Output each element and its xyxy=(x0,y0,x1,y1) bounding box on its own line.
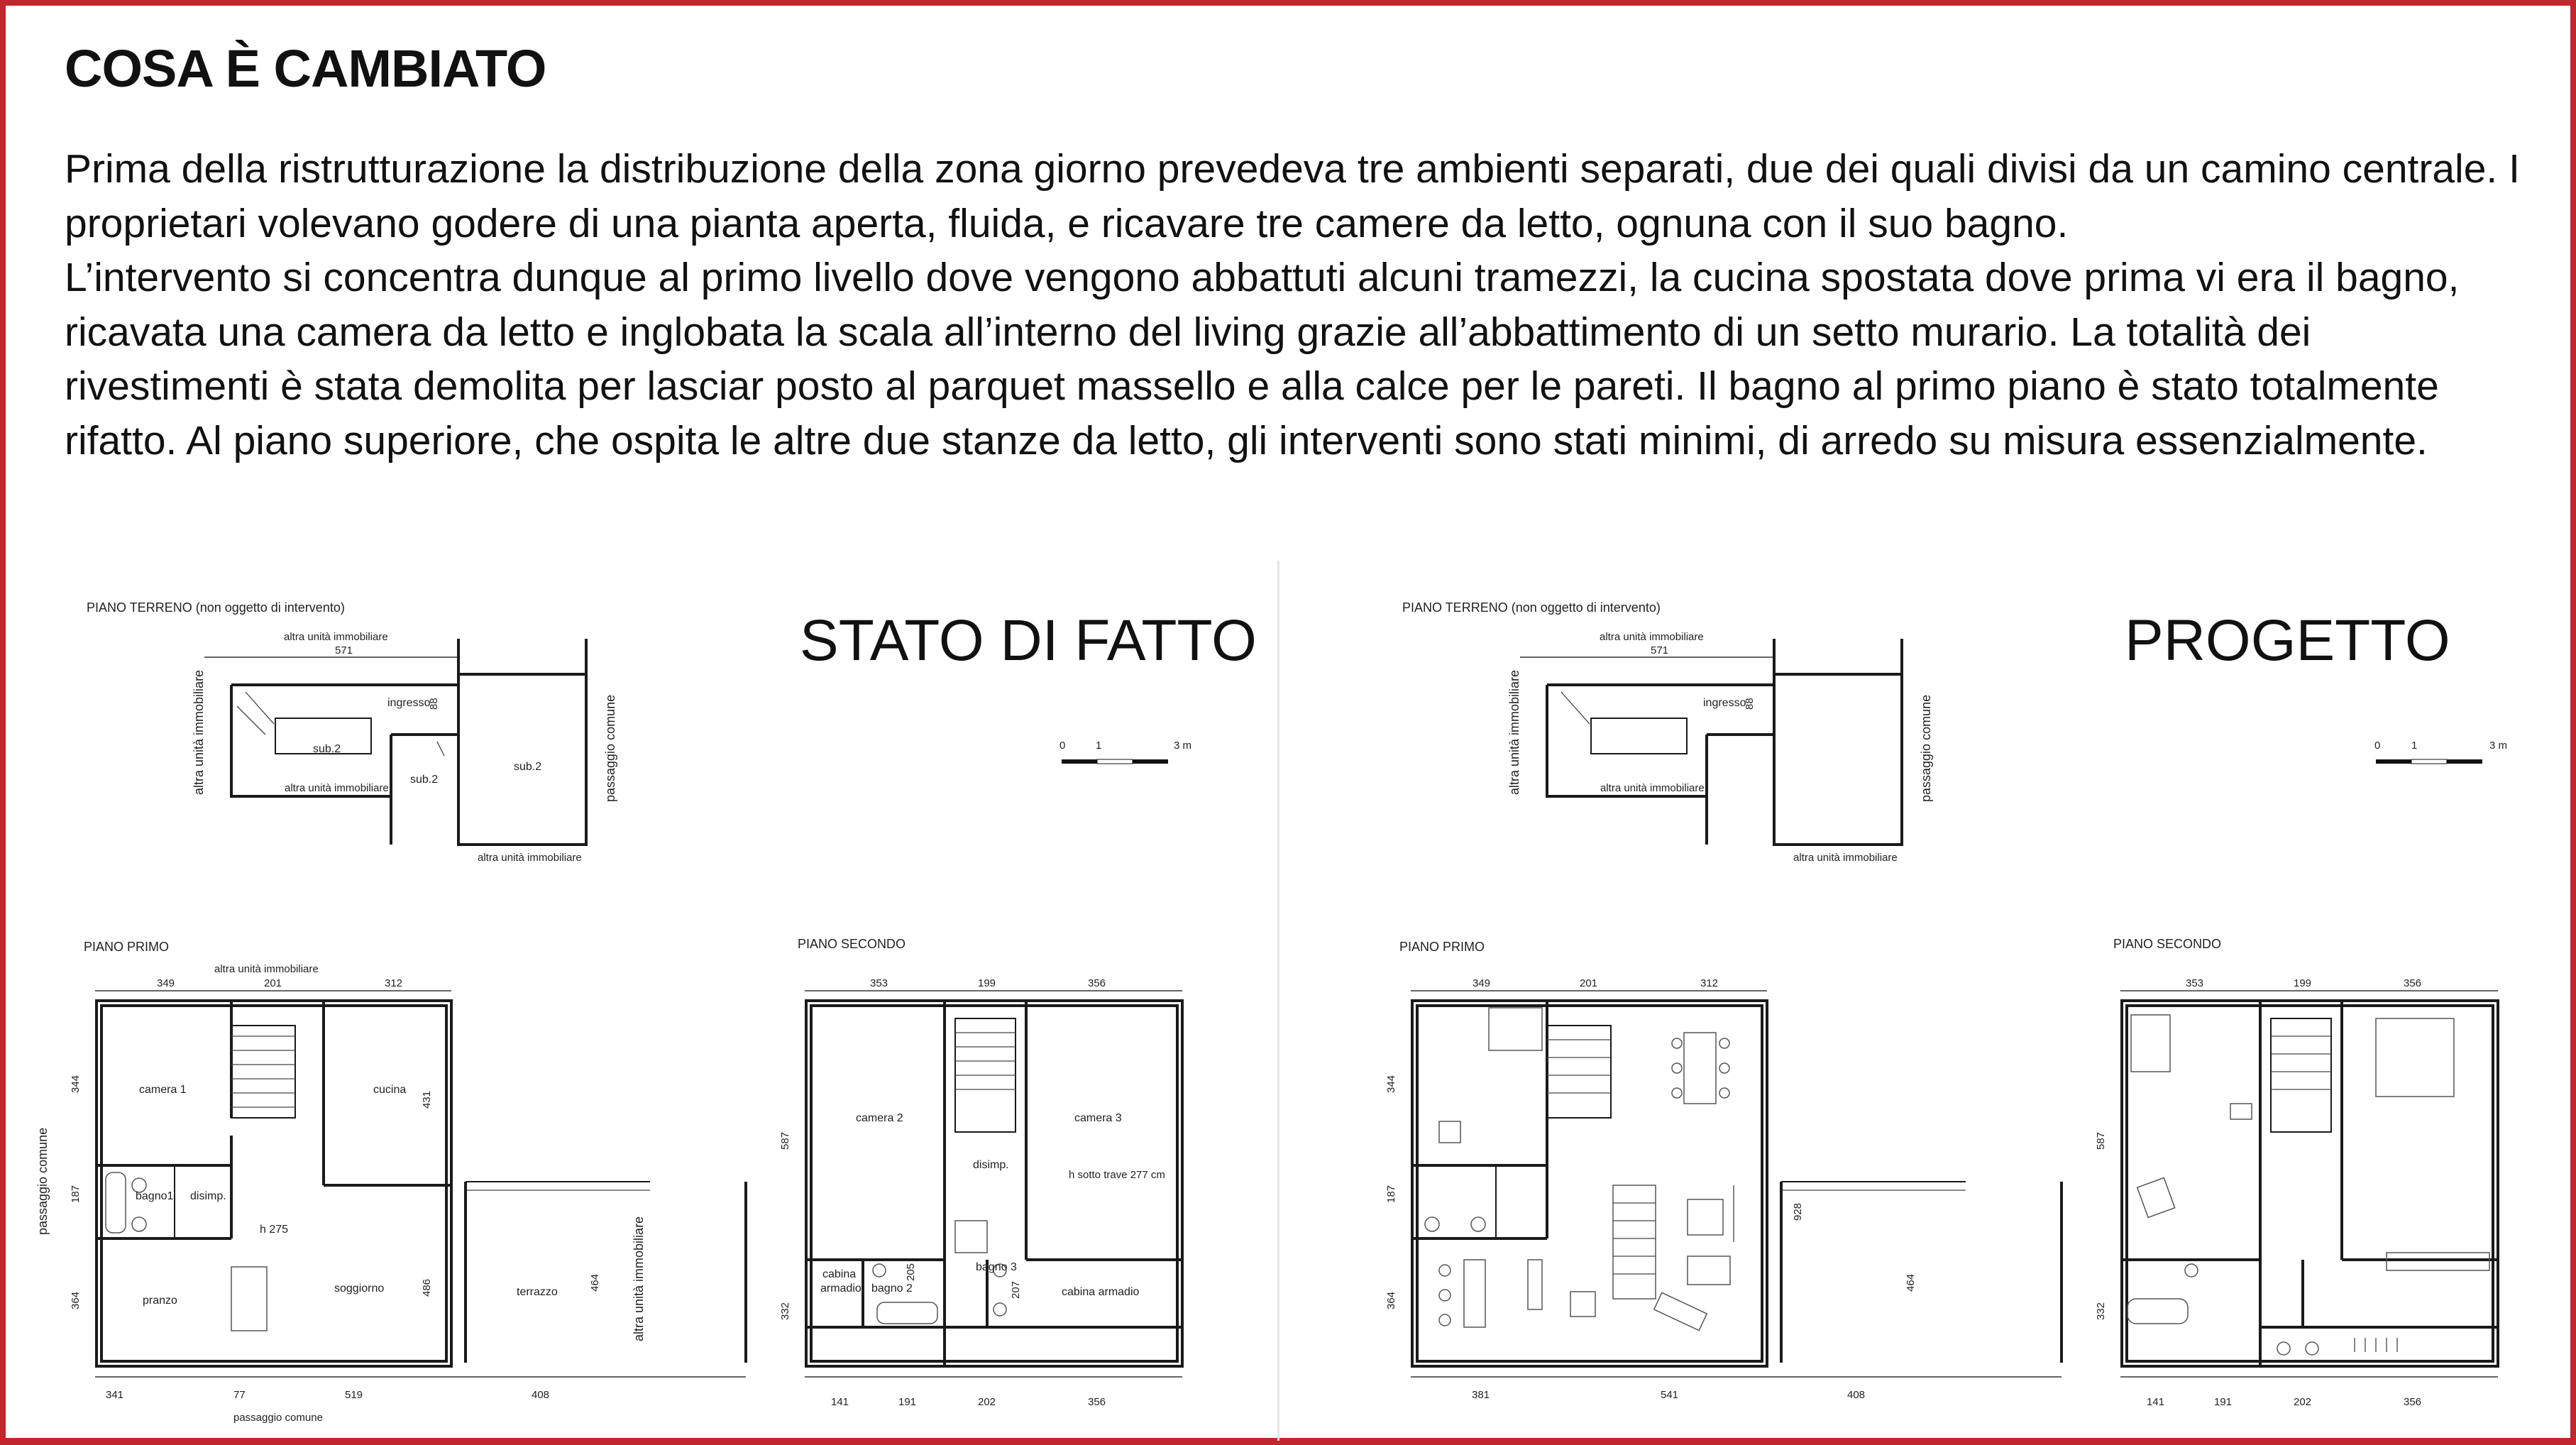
project-left-dim-3: 364 xyxy=(1385,1291,1397,1309)
second-bottom-dim-3: 202 xyxy=(978,1396,996,1408)
first-dim-431: 431 xyxy=(421,1090,433,1109)
project-ground-left-unit: altra unità immobiliare xyxy=(1507,669,1521,795)
panel-divider xyxy=(1277,561,1279,1441)
room-soggiorno: soggiorno xyxy=(334,1282,385,1295)
ground-right-label: passaggio comune xyxy=(603,694,617,802)
room-pranzo: pranzo xyxy=(143,1295,177,1307)
room-cabina-a: cabina xyxy=(822,1268,857,1280)
project-scale-bar xyxy=(2374,740,2507,764)
ground-sub2-b: sub.2 xyxy=(410,774,439,786)
project-drawing xyxy=(1290,561,2553,1438)
scale-bar xyxy=(1059,740,1191,764)
first-dim-486: 486 xyxy=(421,1278,433,1297)
first-left-dim-2: 187 xyxy=(70,1185,82,1203)
existing-state-title: STATO DI FATTO xyxy=(800,608,1257,673)
second-bottom-dim-1: 141 xyxy=(831,1396,849,1408)
project-second-bottom-dim-2: 191 xyxy=(2214,1396,2233,1408)
second-bottom-dim-4: 356 xyxy=(1088,1396,1106,1408)
first-bottom-dim-2: 77 xyxy=(233,1389,246,1401)
room-cabina-b: armadio xyxy=(820,1282,862,1295)
project-title: PROGETTO xyxy=(2125,608,2450,673)
first-top-dim-3: 312 xyxy=(385,977,403,989)
project-ground-top-dim: 571 xyxy=(1651,644,1669,656)
second-top-dim-3: 356 xyxy=(1088,977,1106,989)
first-floor-plan xyxy=(35,940,746,1424)
project-second-bottom-dim-4: 356 xyxy=(2404,1396,2422,1408)
project-second-top-dim-1: 353 xyxy=(2186,977,2204,989)
second-top-dim-2: 199 xyxy=(978,977,996,989)
project-first-floor-plan xyxy=(1385,940,2062,1401)
room-trave-note: h sotto trave 277 cm xyxy=(1069,1169,1165,1181)
ground-top-unit: altra unità immobiliare xyxy=(284,631,388,643)
project-left-dim-1: 344 xyxy=(1385,1075,1397,1093)
ground-floor-label: PIANO TERRENO (non oggetto di intervento) xyxy=(87,600,345,615)
first-top-unit: altra unità immobiliare xyxy=(214,963,319,975)
room-cabina-armadio: cabina armadio xyxy=(1062,1286,1140,1298)
second-dim-207: 207 xyxy=(1010,1280,1022,1299)
ground-dim-88: 88 xyxy=(428,698,440,710)
project-second-floor-label: PIANO SECONDO xyxy=(2113,937,2222,951)
first-top-dim-1: 349 xyxy=(157,977,175,989)
first-left-dim-1: 344 xyxy=(70,1075,82,1093)
first-bottom-label: passaggio comune xyxy=(233,1412,323,1424)
project-scale-three: 3 m xyxy=(2489,740,2508,752)
first-dim-464: 464 xyxy=(589,1273,601,1292)
room-cucina: cucina xyxy=(373,1084,407,1096)
project-second-top-dim-2: 199 xyxy=(2294,977,2312,989)
first-left-label: passaggio comune xyxy=(35,1127,50,1235)
project-bottom-dim-2: 541 xyxy=(1661,1389,1679,1401)
scale-three: 3 m xyxy=(1174,740,1192,752)
room-bagno2: bagno 2 xyxy=(871,1282,913,1295)
second-bottom-dim-2: 191 xyxy=(898,1396,917,1408)
project-dim-464: 464 xyxy=(1905,1273,1917,1292)
first-bottom-dim-4: 408 xyxy=(532,1389,550,1401)
existing-state-drawing xyxy=(11,561,1275,1438)
second-dim-205: 205 xyxy=(905,1263,917,1281)
project-scale-zero: 0 xyxy=(2374,740,2381,752)
room-camera1: camera 1 xyxy=(139,1084,187,1096)
room-camera3: camera 3 xyxy=(1074,1112,1122,1124)
first-top-dim-2: 201 xyxy=(264,977,282,989)
project-ground-floor-label: PIANO TERRENO (non oggetto di intervento) xyxy=(1402,600,1661,615)
ground-top-dim: 571 xyxy=(335,644,353,656)
second-floor-plan xyxy=(779,937,1182,1408)
paragraph-2: L’intervento si concentra dunque al primo livello dove vengono abbattuti alcuni tramezzi, la cucina spostata dove prima vi era il bagno, ricavata una camera da letto e inglobata la scala all’interno del living grazie all’abbattimento di un setto murario. La totalità dei rivestimenti è stata demolita per lasciar posto al parquet massello e alla calce per le pareti. Il bagno al primo piano è stato totalmente rifatto. Al piano superiore, che ospita le altre due stanze da letto, gli interventi sono stati minimi, di arredo su misura essenzialmente. xyxy=(65,255,2460,463)
project-first-floor-label: PIANO PRIMO xyxy=(1399,940,1485,954)
ground-inner-unit: altra unità immobiliare xyxy=(285,782,389,794)
room-bagno3: bagno 3 xyxy=(976,1261,1017,1273)
ground-left-unit: altra unità immobiliare xyxy=(192,669,206,795)
second-top-dim-1: 353 xyxy=(870,977,888,989)
project-second-left-dim-2: 332 xyxy=(2095,1302,2107,1320)
ground-ingresso: ingresso xyxy=(387,697,431,709)
description-text xyxy=(65,142,2520,468)
second-left-dim-2: 332 xyxy=(779,1302,791,1320)
room-disimp: disimp. xyxy=(190,1190,226,1202)
first-bottom-dim-3: 519 xyxy=(345,1389,363,1401)
room-bagno1: bagno1 xyxy=(136,1190,174,1202)
ground-floor-plan xyxy=(87,600,617,864)
second-floor-label: PIANO SECONDO xyxy=(798,937,906,951)
ground-sub2-c: sub.2 xyxy=(514,761,542,773)
project-top-dim-2: 201 xyxy=(1580,977,1598,989)
paragraph-1: Prima della ristrutturazione la distribuzione della zona giorno prevedeva tre ambienti separati, due dei quali divisi da un camino centrale. I proprietari volevano godere di una pianta aperta, fluida, e ricavare tre camere da letto, ognuna con il suo bagno. xyxy=(65,146,2520,246)
room-disimp-2: disimp. xyxy=(973,1159,1009,1171)
second-left-dim-1: 587 xyxy=(779,1131,791,1150)
project-bottom-dim-3: 408 xyxy=(1847,1389,1866,1401)
room-camera2: camera 2 xyxy=(856,1112,903,1124)
project-second-bottom-dim-1: 141 xyxy=(2147,1396,2165,1408)
project-ground-bottom-unit: altra unità immobiliare xyxy=(1793,852,1898,864)
project-second-top-dim-3: 356 xyxy=(2404,977,2422,989)
first-right-label: altra unità immobiliare xyxy=(632,1216,646,1341)
scale-one: 1 xyxy=(1096,740,1102,752)
project-second-left-dim-1: 587 xyxy=(2095,1131,2107,1150)
project-ground-dim-88: 88 xyxy=(1744,698,1756,710)
project-ground-top-unit: altra unità immobiliare xyxy=(1600,631,1704,643)
project-left-dim-2: 187 xyxy=(1385,1185,1397,1203)
project-ground-ingresso: ingresso xyxy=(1703,697,1746,709)
first-floor-label: PIANO PRIMO xyxy=(84,940,170,954)
project-second-floor-plan xyxy=(2095,937,2498,1408)
ground-bottom-unit: altra unità immobiliare xyxy=(478,852,582,864)
ground-sub2-a: sub.2 xyxy=(313,743,341,755)
first-bottom-dim-1: 341 xyxy=(106,1389,124,1401)
project-top-dim-3: 312 xyxy=(1700,977,1719,989)
project-scale-one: 1 xyxy=(2411,740,2418,752)
first-left-dim-3: 364 xyxy=(70,1291,82,1309)
project-dim-928: 928 xyxy=(1792,1202,1804,1221)
project-ground-inner-unit: altra unità immobiliare xyxy=(1600,782,1705,794)
project-top-dim-1: 349 xyxy=(1473,977,1491,989)
project-second-bottom-dim-3: 202 xyxy=(2294,1396,2312,1408)
scale-zero: 0 xyxy=(1059,740,1066,752)
project-bottom-dim-1: 381 xyxy=(1472,1389,1490,1401)
room-h275: h 275 xyxy=(260,1224,289,1236)
project-ground-right-label: passaggio comune xyxy=(1919,694,1933,802)
project-ground-floor-plan xyxy=(1402,600,1933,864)
page-heading: COSA È CAMBIATO xyxy=(65,39,546,98)
room-terrazzo: terrazzo xyxy=(517,1286,558,1298)
